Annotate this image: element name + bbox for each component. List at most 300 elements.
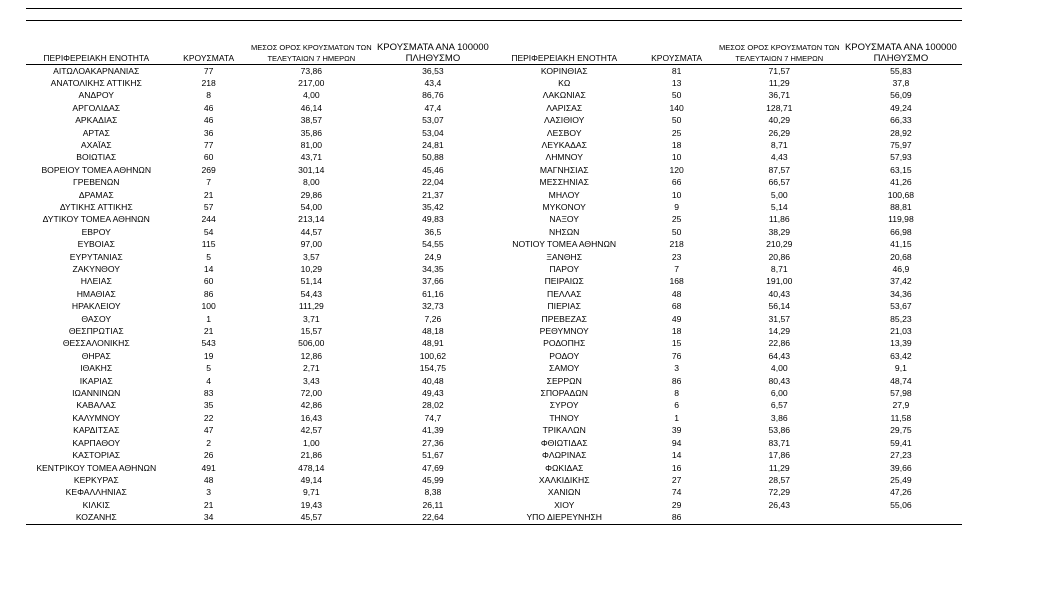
cases-cell: 48 <box>203 474 214 485</box>
per100k-cell: 85,23 <box>890 313 912 324</box>
unit-cell: ΑΧΑΪΑΣ <box>80 139 112 150</box>
per100k-cell: 50,88 <box>422 152 444 163</box>
cases-cell: 21 <box>203 499 214 510</box>
unit-cell: ΔΡΑΜΑΣ <box>78 189 114 200</box>
per100k-cell: 39,66 <box>890 462 912 473</box>
unit-cell: ΘΑΣΟΥ <box>81 313 112 324</box>
unit-cell: ΤΡΙΚΑΛΩΝ <box>542 425 586 436</box>
per100k-cell: 11,58 <box>890 412 912 423</box>
cases-cell: 49 <box>671 313 682 324</box>
unit-cell: ΠΕΛΛΑΣ <box>546 288 582 299</box>
per100k-cell: 25,49 <box>890 474 912 485</box>
avg7-cell: 3,57 <box>302 251 320 262</box>
table-row <box>26 114 962 126</box>
cases-cell: 5 <box>206 251 212 262</box>
cases-cell: 3 <box>674 363 679 374</box>
unit-cell: ΚΟΖΑΝΗΣ <box>26 511 167 524</box>
avg7-cell: 87,57 <box>768 164 791 175</box>
per100k-cell: 36,5 <box>424 226 442 237</box>
avg7-cell: 38,57 <box>300 115 323 126</box>
avg7-cell: 72,29 <box>768 487 791 498</box>
cases-cell: 94 <box>671 437 682 448</box>
avg7-cell: 49,14 <box>300 474 323 485</box>
cases-cell: 244 <box>201 214 216 225</box>
unit-cell: ΡΟΔΟΥ <box>549 350 580 361</box>
unit-cell: ΛΑΚΩΝΙΑΣ <box>542 90 586 101</box>
avg7-cell: 11,29 <box>768 462 790 473</box>
per100k-cell: 53,07 <box>422 115 444 126</box>
cases-cell: 27 <box>671 474 682 485</box>
per100k-cell: 74,7 <box>424 412 442 423</box>
avg7-cell: 5,00 <box>770 189 788 200</box>
avg7-cell: 213,14 <box>298 214 325 225</box>
cases-cell: 120 <box>669 164 684 175</box>
table-row <box>26 238 962 250</box>
per100k-cell: 34,35 <box>422 264 444 274</box>
table-row <box>26 102 962 114</box>
avg7-cell: 72,00 <box>300 388 323 399</box>
cases-cell: 1 <box>674 412 679 423</box>
header-row <box>26 41 962 64</box>
unit-cell: ΦΘΙΩΤΙΔΑΣ <box>540 437 588 448</box>
table-row <box>26 499 962 511</box>
cases-cell: 15 <box>671 338 682 349</box>
per100k-cell: 75,97 <box>890 139 912 150</box>
cases-cell: 83 <box>203 388 214 399</box>
avg7-cell: 128,71 <box>766 102 793 113</box>
unit-cell: ΝΟΤΙΟΥ ΤΟΜΕΑ ΑΘΗΝΩΝ <box>512 239 617 250</box>
per100k-cell: 48,91 <box>422 338 444 349</box>
cases-cell: 46 <box>203 102 214 113</box>
avg7-cell: 1,00 <box>302 437 320 448</box>
cases-cell: 218 <box>201 77 216 88</box>
per100k-cell: 47,4 <box>424 102 442 113</box>
avg7-cell: 210,29 <box>766 239 793 250</box>
avg7-cell: 478,14 <box>298 462 325 473</box>
table-row <box>26 263 962 275</box>
unit-cell: ΠΑΡΟΥ <box>549 264 580 274</box>
unit-cell: ΛΑΡΙΣΑΣ <box>546 102 583 113</box>
unit-cell: ΛΗΜΝΟΥ <box>545 152 583 163</box>
cases-cell: 54 <box>203 226 214 237</box>
cases-cell: 60 <box>203 152 214 163</box>
avg7-cell: 2,71 <box>302 363 320 374</box>
cases-cell: 86 <box>634 511 718 524</box>
table-row <box>26 424 962 436</box>
avg7-cell: 191,00 <box>766 276 793 287</box>
per100k-cell: 27,9 <box>892 400 910 411</box>
table-row <box>26 362 962 374</box>
per100k-cell: 22,04 <box>422 177 444 188</box>
avg7-cell: 35,86 <box>300 127 323 138</box>
unit-cell: ΦΛΩΡΙΝΑΣ <box>542 450 587 461</box>
per100k-cell: 24,9 <box>424 251 442 262</box>
avg7-cell: 28,57 <box>768 474 791 485</box>
avg7-cell: 46,14 <box>300 102 323 113</box>
cases-cell: 21 <box>203 326 214 337</box>
avg7-cell: 217,00 <box>298 77 325 88</box>
avg7-cell: 506,00 <box>298 338 325 349</box>
header-cases: ΚΡΟΥΣΜΑΤΑ <box>167 41 251 64</box>
avg7-cell: 14,29 <box>768 326 791 337</box>
per100k-cell: 49,24 <box>890 102 912 113</box>
avg7-cell: 42,86 <box>300 400 323 411</box>
per100k-cell: 7,26 <box>424 313 442 324</box>
avg7-cell: 4,00 <box>770 363 788 374</box>
per100k-cell: 21,03 <box>890 326 912 337</box>
unit-cell: ΚΑΣΤΟΡΙΑΣ <box>72 450 121 461</box>
per100k-cell: 43,4 <box>424 77 442 88</box>
unit-cell: ΚΑΡΠΑΘΟΥ <box>72 437 121 448</box>
header-avg7: ΜΕΣΟΣ ΟΡΟΣ ΚΡΟΥΣΜΑΤΩΝ ΤΩΝ ΤΕΛΕΥΤΑΙΩΝ 7 ΗΜΕΡΩΝ <box>718 42 840 63</box>
cases-cell: 7 <box>674 264 679 274</box>
unit-cell: ΕΥΒΟΙΑΣ <box>77 239 115 250</box>
per100k-cell: 41,15 <box>890 239 912 250</box>
per100k-cell: 51,67 <box>422 450 444 461</box>
cases-cell: 218 <box>669 239 684 250</box>
avg7-cell: 40,29 <box>768 115 791 126</box>
avg7-cell: 38,29 <box>768 226 791 237</box>
cases-cell: 25 <box>671 214 682 225</box>
table-row <box>26 337 962 349</box>
cases-cell: 66 <box>671 177 682 188</box>
unit-cell: ΓΡΕΒΕΝΩΝ <box>73 177 120 188</box>
cases-cell: 4 <box>206 375 212 386</box>
table-row <box>26 226 962 238</box>
avg7-cell: 21,86 <box>300 450 323 461</box>
table-row <box>26 201 962 213</box>
avg7-cell: 20,86 <box>768 251 791 262</box>
per100k-cell: 9,1 <box>894 363 907 374</box>
cases-cell: 7 <box>206 177 212 188</box>
cases-cell: 23 <box>671 251 682 262</box>
table-row <box>26 437 962 449</box>
unit-cell: ΛΑΣΙΘΙΟΥ <box>544 115 585 126</box>
unit-cell: ΚΕΝΤΡΙΚΟΥ ΤΟΜΕΑ ΑΘΗΝΩΝ <box>36 462 157 473</box>
per100k-cell: 57,93 <box>890 152 912 163</box>
per100k-cell: 48,74 <box>890 375 912 386</box>
avg7-cell: 11,29 <box>768 77 790 88</box>
per100k-cell: 41,26 <box>890 177 912 188</box>
avg7-cell: 42,57 <box>300 425 323 436</box>
avg7-cell: 64,43 <box>768 350 791 361</box>
cases-cell: 19 <box>203 350 214 361</box>
cases-cell: 8 <box>206 90 212 101</box>
per100k-cell: 66,98 <box>890 226 912 237</box>
cases-cell: 100 <box>201 301 216 312</box>
table-row <box>26 350 962 362</box>
unit-cell: ΑΡΓΟΛΙΔΑΣ <box>72 102 121 113</box>
unit-cell: ΚΩ <box>558 77 571 88</box>
table-row <box>26 288 962 300</box>
cases-cell: 36 <box>203 127 214 138</box>
table-row <box>26 151 962 163</box>
per100k-cell: 26,11 <box>422 499 444 510</box>
unit-cell: ΛΕΥΚΑΔΑΣ <box>541 139 587 150</box>
avg7-cell: 51,14 <box>300 276 323 287</box>
table-row <box>26 164 962 176</box>
unit-cell: ΔΥΤΙΚΗΣ ΑΤΤΙΚΗΣ <box>59 201 133 212</box>
cases-cell: 76 <box>671 350 682 361</box>
table-row <box>26 275 962 287</box>
avg7-cell: 16,43 <box>300 412 323 423</box>
cases-cell: 50 <box>671 90 682 101</box>
avg7-cell: 44,57 <box>300 226 323 237</box>
per100k-cell: 36,53 <box>422 65 444 76</box>
header-per100k: ΚΡΟΥΣΜΑΤΑ ΑΝΑ 100000 ΠΛΗΘΥΣΜΟ <box>372 41 494 64</box>
unit-cell: ΤΗΝΟΥ <box>549 412 580 423</box>
per100k-cell: 28,92 <box>890 127 912 138</box>
table-row <box>26 189 962 201</box>
cases-cell: 10 <box>671 189 682 200</box>
avg7-cell: 31,57 <box>768 313 791 324</box>
per100k-cell: 45,99 <box>422 474 444 485</box>
per100k-cell: 46,9 <box>892 264 910 274</box>
unit-cell: ΦΩΚΙΔΑΣ <box>545 462 584 473</box>
unit-cell: ΜΕΣΣΗΝΙΑΣ <box>539 177 589 188</box>
per100k-cell: 53,04 <box>422 127 444 138</box>
cases-cell: 21 <box>203 189 214 200</box>
per100k-cell: 22,64 <box>372 511 494 524</box>
top-rule-1 <box>26 8 962 9</box>
table-row <box>26 77 962 89</box>
unit-cell: ΚΟΡΙΝΘΙΑΣ <box>540 65 588 76</box>
unit-cell: ΣΠΟΡΑΔΩΝ <box>540 388 588 399</box>
per100k-cell: 100,62 <box>419 350 447 361</box>
unit-cell: ΘΗΡΑΣ <box>81 350 111 361</box>
unit-cell: ΣΕΡΡΩΝ <box>546 375 582 386</box>
header-cases: ΚΡΟΥΣΜΑΤΑ <box>634 41 718 64</box>
cases-cell: 140 <box>669 102 684 113</box>
avg7-cell: 73,86 <box>300 65 323 76</box>
avg7-cell <box>719 511 840 524</box>
per100k-cell: 32,73 <box>422 301 444 312</box>
per100k-cell: 21,37 <box>422 189 444 200</box>
unit-cell: ΑΡΚΑΔΙΑΣ <box>75 115 118 126</box>
per100k-cell: 49,43 <box>422 388 444 399</box>
avg7-cell: 301,14 <box>298 164 325 175</box>
table-row <box>26 64 962 77</box>
unit-cell: ΒΟΡΕΙΟΥ ΤΟΜΕΑ ΑΘΗΝΩΝ <box>41 164 152 175</box>
per100k-cell: 27,36 <box>422 437 444 448</box>
per100k-cell <box>840 511 962 524</box>
cases-table <box>26 41 962 525</box>
header-unit: ΠΕΡΙΦΕΡΕΙΑΚΗ ΕΝΟΤΗΤΑ <box>494 41 635 64</box>
table-row <box>26 251 962 263</box>
unit-cell: ΠΡΕΒΕΖΑΣ <box>541 313 587 324</box>
cases-cell: 48 <box>671 288 682 299</box>
cases-cell: 5 <box>206 363 212 374</box>
cases-cell: 10 <box>671 152 682 163</box>
per100k-cell: 37,8 <box>892 77 910 88</box>
unit-cell: ΒΟΙΩΤΙΑΣ <box>76 152 117 163</box>
table-row <box>26 127 962 139</box>
cases-cell: 29 <box>671 499 682 510</box>
avg7-cell: 26,29 <box>768 127 791 138</box>
avg7-cell: 19,43 <box>300 499 323 510</box>
table-row <box>26 511 962 524</box>
unit-cell: ΘΕΣΣΑΛΟΝΙΚΗΣ <box>62 338 130 349</box>
unit-cell: ΙΩΑΝΝΙΝΩΝ <box>72 388 121 399</box>
cases-cell: 18 <box>671 139 682 150</box>
unit-cell: ΚΑΒΑΛΑΣ <box>76 400 117 411</box>
per100k-cell: 63,42 <box>890 350 912 361</box>
unit-cell: ΕΒΡΟΥ <box>81 226 111 237</box>
avg7-cell: 6,00 <box>770 388 788 399</box>
cases-cell: 6 <box>674 400 679 411</box>
unit-cell: ΛΕΣΒΟΥ <box>546 127 582 138</box>
per100k-cell: 28,02 <box>422 400 444 411</box>
cases-cell: 77 <box>203 65 214 76</box>
avg7-cell: 71,57 <box>768 65 791 76</box>
table-row <box>26 387 962 399</box>
cases-cell: 115 <box>201 239 216 250</box>
unit-cell: ΜΑΓΝΗΣΙΑΣ <box>539 164 589 175</box>
cases-cell: 269 <box>201 164 216 175</box>
per100k-cell: 59,41 <box>890 437 912 448</box>
cases-cell: 18 <box>671 326 682 337</box>
per100k-cell: 49,83 <box>422 214 444 225</box>
table-row <box>26 449 962 461</box>
unit-cell: ΑΙΤΩΛΟΑΚΑΡΝΑΝΙΑΣ <box>53 65 140 76</box>
cases-cell: 8 <box>674 388 679 399</box>
unit-cell: ΙΚΑΡΙΑΣ <box>79 375 113 386</box>
unit-cell: ΞΑΝΘΗΣ <box>546 251 583 262</box>
avg7-cell: 3,86 <box>770 412 788 423</box>
avg7-cell: 29,86 <box>300 189 323 200</box>
cases-cell: 60 <box>203 276 214 287</box>
unit-cell: ΚΕΡΚΥΡΑΣ <box>73 474 119 485</box>
avg7-cell: 43,71 <box>300 152 323 163</box>
avg7-cell: 36,71 <box>768 90 791 101</box>
unit-cell: ΝΗΣΩΝ <box>549 226 580 237</box>
per100k-cell: 41,39 <box>422 425 444 436</box>
unit-cell: ΗΡΑΚΛΕΙΟΥ <box>71 301 121 312</box>
avg7-cell: 66,57 <box>768 177 791 188</box>
avg7-cell: 8,71 <box>770 139 788 150</box>
avg7-cell: 10,29 <box>300 264 323 274</box>
cases-cell: 14 <box>203 264 214 274</box>
header-unit: ΠΕΡΙΦΕΡΕΙΑΚΗ ΕΝΟΤΗΤΑ <box>26 41 167 64</box>
avg7-cell: 97,00 <box>300 239 323 250</box>
unit-cell: ΑΝΑΤΟΛΙΚΗΣ ΑΤΤΙΚΗΣ <box>50 77 142 88</box>
table-row <box>26 213 962 225</box>
header-per100k: ΚΡΟΥΣΜΑΤΑ ΑΝΑ 100000 ΠΛΗΘΥΣΜΟ <box>840 41 962 64</box>
unit-cell: ΜΥΚΟΝΟΥ <box>542 201 586 212</box>
unit-cell: ΑΡΤΑΣ <box>82 127 110 138</box>
table-row <box>26 462 962 474</box>
per100k-cell: 88,81 <box>890 201 912 212</box>
top-rule-2 <box>26 20 962 21</box>
unit-cell: ΡΕΘΥΜΝΟΥ <box>539 326 589 337</box>
avg7-cell: 22,86 <box>768 338 791 349</box>
cases-cell: 26 <box>203 450 214 461</box>
unit-cell: ΚΑΛΥΜΝΟΥ <box>72 412 121 423</box>
per100k-cell: 13,39 <box>890 338 912 349</box>
cases-cell: 22 <box>203 412 214 423</box>
cases-cell: 46 <box>203 115 214 126</box>
unit-cell: ΡΟΔΟΠΗΣ <box>543 338 586 349</box>
cases-cell: 50 <box>671 115 682 126</box>
avg7-cell: 9,71 <box>302 487 320 498</box>
per100k-cell: 45,46 <box>422 164 444 175</box>
avg7-cell: 83,71 <box>768 437 791 448</box>
avg7-cell: 4,00 <box>302 90 320 101</box>
cases-cell: 1 <box>206 313 212 324</box>
table-row <box>26 89 962 101</box>
cases-cell: 491 <box>201 462 216 473</box>
per100k-cell: 119,98 <box>888 214 914 225</box>
avg7-cell: 5,14 <box>770 201 788 212</box>
per100k-cell: 66,33 <box>890 115 912 126</box>
unit-cell: ΧΑΝΙΩΝ <box>547 487 581 498</box>
cases-cell: 68 <box>671 301 682 312</box>
per100k-cell: 27,23 <box>890 450 912 461</box>
unit-cell: ΗΛΕΙΑΣ <box>80 276 112 287</box>
unit-cell: ΚΑΡΔΙΤΣΑΣ <box>73 425 120 436</box>
cases-cell: 168 <box>669 276 684 287</box>
per100k-cell: 40,48 <box>422 375 444 386</box>
table-row <box>26 313 962 325</box>
per100k-cell: 56,09 <box>890 90 912 101</box>
cases-cell: 2 <box>206 437 212 448</box>
table-row <box>26 399 962 411</box>
avg7-cell: 12,86 <box>300 350 323 361</box>
cases-cell: 13 <box>671 77 682 88</box>
cases-cell: 86 <box>671 375 682 386</box>
per100k-cell: 47,69 <box>422 462 444 473</box>
per100k-cell: 29,75 <box>890 425 912 436</box>
per100k-cell: 86,76 <box>422 90 444 101</box>
cases-cell: 16 <box>671 462 682 473</box>
cases-cell: 14 <box>671 450 682 461</box>
per100k-cell: 61,16 <box>422 288 444 299</box>
cases-cell: 50 <box>671 226 682 237</box>
unit-cell: ΙΘΑΚΗΣ <box>80 363 113 374</box>
avg7-cell: 53,86 <box>768 425 791 436</box>
cases-cell: 35 <box>203 400 214 411</box>
unit-cell: ΑΝΔΡΟΥ <box>78 90 115 101</box>
cases-cell: 47 <box>203 425 214 436</box>
cases-cell: 39 <box>671 425 682 436</box>
unit-cell: ΜΗΛΟΥ <box>548 189 580 200</box>
cases-cell: 57 <box>203 201 214 212</box>
unit-cell: ΚΕΦΑΛΛΗΝΙΑΣ <box>65 487 127 498</box>
per100k-cell: 54,55 <box>422 239 444 250</box>
unit-cell: ΧΙΟΥ <box>554 499 575 510</box>
cases-cell: 25 <box>671 127 682 138</box>
avg7-cell: 56,14 <box>768 301 791 312</box>
per100k-cell: 37,42 <box>890 276 912 287</box>
unit-cell: ΠΕΙΡΑΙΩΣ <box>544 276 584 287</box>
per100k-cell: 34,36 <box>890 288 912 299</box>
per100k-cell: 24,81 <box>422 139 444 150</box>
per100k-cell: 47,26 <box>890 487 912 498</box>
table-row <box>26 176 962 188</box>
unit-cell: ΚΙΛΚΙΣ <box>82 499 110 510</box>
cases-cell: 543 <box>201 338 216 349</box>
avg7-cell: 40,43 <box>768 288 791 299</box>
unit-cell: ΧΑΛΚΙΔΙΚΗΣ <box>538 474 590 485</box>
cases-cell: 74 <box>671 487 682 498</box>
table-row <box>26 375 962 387</box>
cases-cell: 9 <box>674 201 679 212</box>
table-row <box>26 412 962 424</box>
unit-cell: ΣΑΜΟΥ <box>549 363 580 374</box>
per100k-cell: 37,66 <box>422 276 444 287</box>
table-row <box>26 139 962 151</box>
per100k-cell: 35,42 <box>422 201 444 212</box>
